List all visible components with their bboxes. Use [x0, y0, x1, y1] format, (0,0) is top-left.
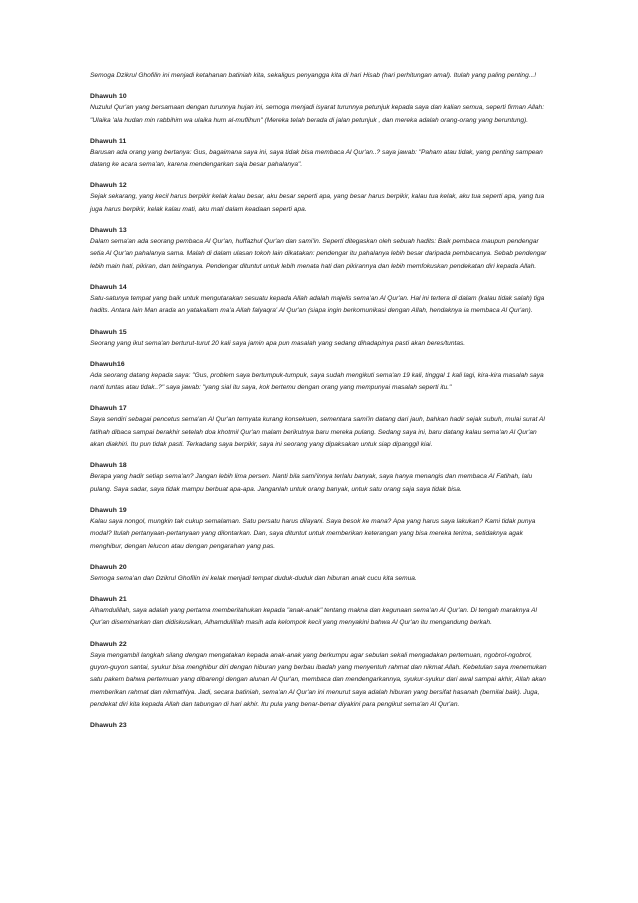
- section-text: Nuzulul Qur'an yang bersamaan dengan turunnya hujan ini, semoga menjadi isyarat turunnya petunjuk kepada saya dan kalian semua, seperti firman Allah: "Ulaika 'ala hudan min rabbihim wa ulaika hum al-muflihun" (Mereka telah berada di jalan petunjuk , dan mereka adalah orang-orang yang beruntung).: [90, 104, 545, 124]
- section-dhawuh-23: [90, 721, 550, 731]
- section-dhawuh-19: [90, 506, 550, 553]
- section-dhawuh-14: [90, 283, 550, 318]
- section-text: Satu-satunya tempat yang baik untuk mengutarakan sesuatu kepada Allah adalah majelis sema'an Al Qur'an. Hal ini tertera di dalam (kalau tidak salah) tiga hadits. Antara lain Man arada an yatakallam ma'a Allah falyaqra' Al Qur'an (siapa ingin berkomunikasi dengan Allah, hendaknya ia membaca Al Qur'an).: [90, 294, 545, 315]
- section-heading: Dhawuh 20: [90, 563, 127, 571]
- section-heading: Dhawuh 15: [90, 328, 127, 336]
- section-dhawuh-21: [90, 595, 550, 630]
- section-dhawuh-18: [90, 461, 550, 496]
- section-dhawuh-11: [90, 137, 550, 172]
- section-text: Kalau saya nongol, mungkin tak cukup semalaman. Satu persatu harus dilayani. Saya besok ke mana? Apa yang harus saya lakukan? Kami tidak punya modal? Itulah pertanyaan-pertanyaan yang dilontarkan. Dan, saya dituntut untuk memberikan keterangan yang bisa mereka terima, setidaknya agak menghibur, dengan lelucon atau dengan pengarahan yang pas.: [90, 517, 536, 550]
- section-text: Seorang yang ikut sema'an berturut-turut 20 kali saya jamin apa pun masalah yang sedang dihadapinya pasti akan beres/tuntas.: [90, 339, 466, 347]
- intro-paragraph: Semoga Dzikrul Ghofilin ini menjadi ketahanan batiniah kita, sekaligus penyangga kita di hari Hisab (hari perhitungan amal). Itulah yang paling penting...!: [90, 72, 537, 79]
- section-dhawuh-13: [90, 226, 550, 273]
- section-heading: Dhawuh 21: [90, 596, 127, 604]
- section-text: Alhamdulillah, saya adalah yang pertama memberitahukan kepada "anak-anak" tentang makna dan kegunaan sema'an Al Qur'an. Di tengah maraknya Al Qur'an diseminarkan dan didiskusikan, Alhamdulillah masih ada kelompok kecil yang menyakini bahwa Al Qur'an itu mengandung berkah.: [90, 607, 537, 627]
- section-heading: Dhawuh 12: [90, 182, 127, 190]
- section-text: Saya sendiri sebagai pencetus sema'an Al Qur'an ternyata kurang konsekuen, sementara sami'in datang dari jauh, bahkan hadir sejak subuh, mulai surat Al fatihah dibaca sampai berakhir setelah doa khotmil Qur'an malam berikutnya baru mereka pulang. Sedang saya ini, baru datang kalau sema'an Al Qur'an akan diakhiri. Itu pun tidak pasti. Terkadang saya berpikir, saya ini seorang yang dipaksakan untuk siap dipanggil kiai.: [90, 416, 545, 449]
- section-heading: Dhawuh 17: [90, 405, 127, 413]
- section-text: Semoga sema'an dan Dzikrul Ghofilin ini kelak menjadi tempat duduk-duduk dan hiburan anak cucu kita semua.: [90, 574, 417, 582]
- section-heading: Dhawuh16: [90, 360, 125, 368]
- section-heading: Dhawuh 18: [90, 462, 127, 470]
- section-heading: Dhawuh 23: [90, 722, 127, 730]
- section-text: Dalam sema'an ada seorang pembaca Al Qur'an, huffazhul Qur'an dan sami'in. Seperti ditegaskan oleh sebuah hadits: Baik pembaca maupun pendengar setia Al Qur'an pahalanya sama. Malah di dalam ulasan tokoh lain dikatakan: pendengar itu pahalanya lebih besar daripada pembacanya. Sebab pendengar lebih main hati, pikiran, dan telinganya. Pendengar dituntut untuk lebih menata hati dan pikirannya dan lebih memfokuskan pendekatan diri kepada Allah.: [90, 238, 547, 270]
- section-dhawuh-15: [90, 328, 550, 350]
- section-dhawuh-20: [90, 563, 550, 585]
- section-text: Sejak sekarang, yang kecil harus berpikir kelak kalau besar, aku besar seperti apa, yang besar harus berpikir, kalau tua kelak, aku tua seperti apa, yang tua juga harus berpikir, kelak kalau mati, aku mati dalam keadaan seperti apa.: [90, 193, 545, 213]
- section-heading: Dhawuh 10: [90, 93, 127, 101]
- document-page: [90, 70, 550, 741]
- section-heading: Dhawuh 13: [90, 227, 127, 235]
- section-heading: Dhawuh 19: [90, 506, 127, 514]
- section-dhawuh-17: [90, 404, 550, 451]
- section-dhawuh-22: [90, 640, 550, 711]
- section-text: Berapa yang hadir setiap sema'an? Jangan lebih lima persen. Nanti bila sami'innya terlalu banyak, saya hanya menangis dan membaca Al Fatihah, lalu pulang. Saya sadar, saya tidak mampu berbuat apa-apa. Janganlah untuk orang banyak, untuk satu orang saja saya tidak bisa.: [90, 473, 533, 493]
- section-heading: Dhawuh 22: [90, 640, 127, 648]
- section-text: Ada seorang datang kepada saya: "Gus, problem saya bertumpuk-tumpuk, saya sudah mengikuti sema'an 19 kali, tinggal 1 kali lagi, kira-kira masalah saya nanti tuntas atau tidak..?" saya jawab: "yang sial itu saya, kok bertemu dengan orang yang mempunyai masalah seperti itu.": [90, 371, 544, 392]
- section-dhawuh-16: [90, 360, 550, 395]
- section-dhawuh-10: [90, 92, 550, 127]
- section-heading: Dhawuh 14: [90, 283, 127, 291]
- section-heading: Dhawuh 11: [90, 137, 127, 145]
- section-text: Barusan ada orang yang bertanya: Gus, bagaimana saya ini, saya tidak bisa membaca Al Qur'an..? saya jawab: "Paham atau tidak, yang penting sampean datang ke acara sema'an, karena mendengarkan saja besar pahalanya".: [90, 148, 543, 169]
- section-text: Saya mengambil langkah silang dengan mengatakan kepada anak-anak yang berkumpu agar sebulan sekali mengadakan pertemuan, ngobrol-ngobrol, guyon-guyon santai, syukur bisa menghibur diri dengan hiburan yang berbau ibadah yang menyentuh rahmat dan nikmat Allah. Kebetulan saya menemukan satu pakem bahwa pertemuan yang dibarengi dengan alunan Al Qur'an, membaca dan mendengarkannya, syukur-syukur dari awal sampai akhir, Allah akan memberikan rahmat dan nikmatNya. Jadi, secara batiniah, sema'an Al Qur'an ini menurut saya adalah hiburan yang bersifat hasanah (bernilai baik). Juga, pendekat diri kita kepada Allah dan tabungan di hari akhir. Itu pula yang benar-benar diyakini para pengikut sema'an Al Qur'an.: [90, 651, 547, 708]
- section-dhawuh-12: [90, 181, 550, 216]
